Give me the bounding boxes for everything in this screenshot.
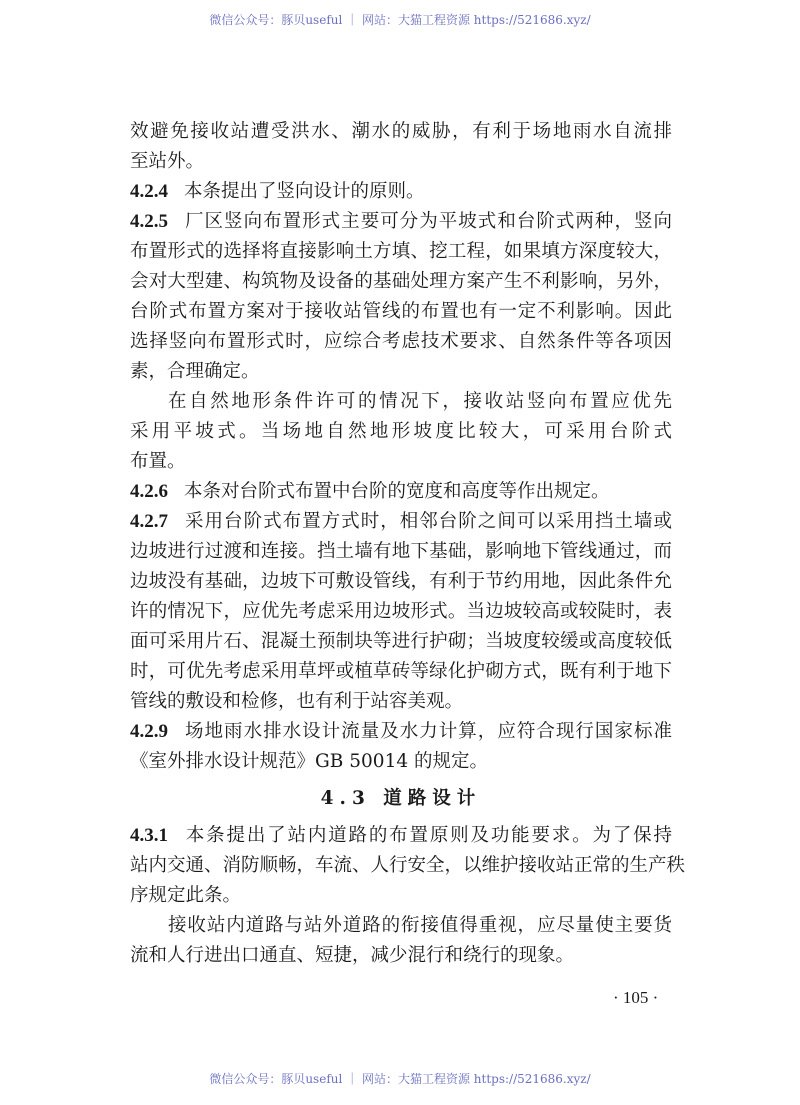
line-text: 厂区竖向布置形式主要可分为平坡式和台阶式两种，竖向 (184, 211, 672, 232)
line-text: 在自然地形条件许可的情况下，接收站竖向布置应优先 (168, 391, 672, 412)
clause-number: 4.2.9 (130, 721, 168, 742)
text-line (130, 117, 672, 147)
watermark-bottom: 微信公众号：豚贝useful ｜ 网站：大猫工程资源 https://521686.xyz/ (209, 1072, 591, 1086)
text-line (130, 237, 672, 267)
clause-number: 4.2.7 (130, 511, 168, 532)
line-text: 许的情况下，应优先考虑采用边坡形式。当边坡较高或较陡时，表 (130, 601, 672, 622)
line-text: 流和人行进出口通直、短捷，减少混行和绕行的现象。 (130, 945, 575, 966)
line-text: 台阶式布置方案对于接收站管线的布置也有一定不利影响。因此 (130, 301, 672, 322)
text-line (130, 687, 672, 717)
text-line (130, 881, 672, 911)
line-text: 《室外排水设计规范》GB 50014 的规定。 (130, 751, 488, 772)
clause-number: 4.3.1 (130, 825, 168, 846)
text-line (130, 177, 672, 207)
text-line (130, 657, 672, 687)
line-text: 本条提出了竖向设计的原则。 (184, 181, 425, 202)
text-line (130, 941, 672, 971)
text-line (130, 207, 672, 237)
line-text: 接收站内道路与站外道路的衔接值得重视，应尽量使主要货 (168, 915, 672, 936)
page-body (130, 117, 686, 971)
text-line (130, 851, 686, 881)
clause-number: 4.2.6 (130, 481, 168, 502)
clause-number: 4.2.4 (130, 181, 168, 202)
text-line (130, 747, 672, 777)
line-text: 素，合理确定。 (130, 361, 260, 382)
text-line (130, 417, 672, 447)
text-line (130, 447, 672, 477)
line-text: 管线的敷设和检修，也有利于站容美观。 (130, 691, 464, 712)
text-line (130, 717, 672, 747)
line-text: 面可采用片石、混凝土预制块等进行护砌；当坡度较缓或高度较低 (130, 631, 672, 652)
line-text: 时，可优先考虑采用草坪或植草砖等绿化护砌方式，既有利于地下 (130, 661, 672, 682)
text-line (130, 627, 672, 657)
text-line (130, 567, 672, 597)
line-text: 至站外。 (130, 151, 205, 172)
line-text: 序规定此条。 (130, 885, 242, 906)
text-line (130, 507, 672, 537)
text-line (130, 357, 672, 387)
line-text: 效避免接收站遭受洪水、潮水的威胁，有利于场地雨水自流排 (130, 121, 672, 142)
line-text: 本条对台阶式布置中台阶的宽度和高度等作出规定。 (184, 481, 610, 502)
text-line (130, 537, 672, 567)
text-line (130, 597, 672, 627)
text-line (130, 327, 672, 357)
text-line (130, 477, 672, 507)
line-text: 本条提出了站内道路的布置原则及功能要求。为了保持 (184, 825, 672, 846)
line-text: 布置形式的选择将直接影响土方填、挖工程，如果填方深度较大， (130, 241, 672, 262)
text-line (130, 147, 672, 177)
clause-number: 4.2.5 (130, 211, 168, 232)
line-text: 边坡进行过渡和连接。挡土墙有地下基础，影响地下管线通过，而 (130, 541, 672, 562)
section-heading: 4.3 道路设计 (320, 788, 482, 809)
line-text: 会对大型建、构筑物及设备的基础处理方案产生不利影响，另外， (130, 271, 672, 292)
line-text: 采用平坡式。当场地自然地形坡度比较大，可采用台阶式 (130, 421, 672, 442)
line-text: 选择竖向布置形式时，应综合考虑技术要求、自然条件等各项因 (130, 331, 672, 352)
line-text: 布置。 (130, 451, 186, 472)
line-text: 站内交通、消防顺畅，车流、人行安全，以维护接收站正常的生产秩 (130, 855, 686, 876)
page-number: · 105 · (613, 988, 659, 1007)
text-line (130, 911, 672, 941)
watermark-top: 微信公众号：豚贝useful ｜ 网站：大猫工程资源 https://521686.xyz/ (209, 13, 591, 27)
line-text: 场地雨水排水设计流量及水力计算，应符合现行国家标准 (184, 721, 672, 742)
text-line (130, 387, 672, 417)
line-text: 边坡没有基础，边坡下可敷设管线，有利于节约用地，因此条件允 (130, 571, 672, 592)
line-text: 采用台阶式布置方式时，相邻台阶之间可以采用挡土墙或 (184, 511, 672, 532)
text-line (130, 297, 672, 327)
text-line (130, 267, 672, 297)
text-line (130, 821, 672, 851)
